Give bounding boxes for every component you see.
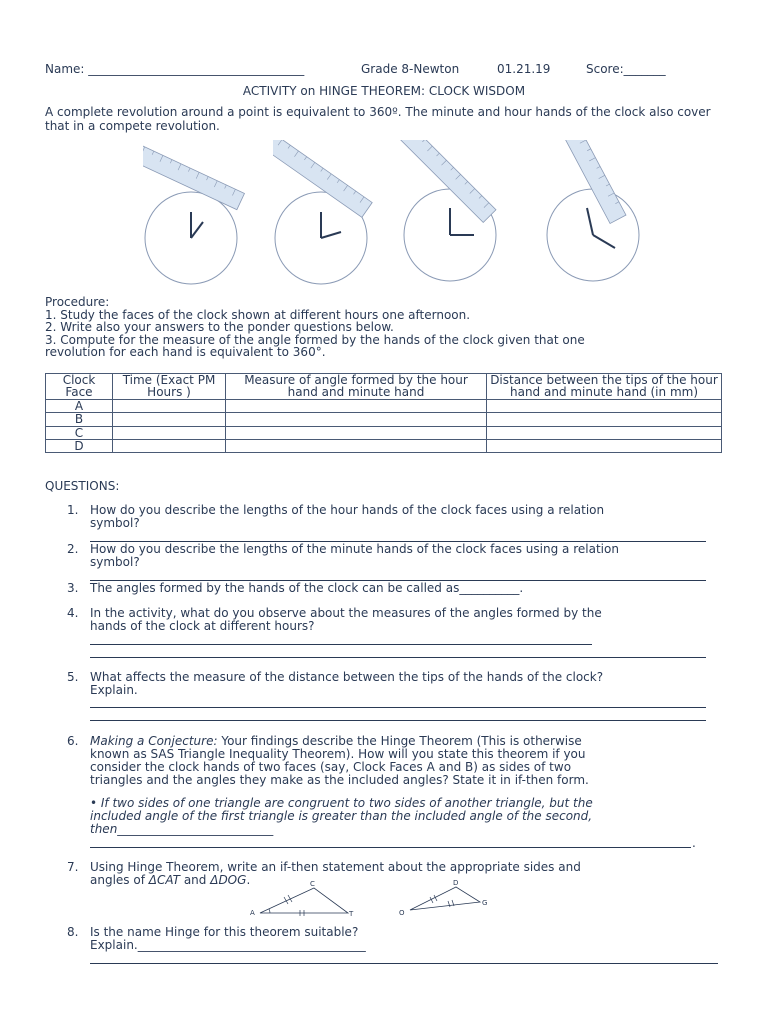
answer-cell[interactable]	[113, 440, 226, 453]
answer-cell[interactable]	[226, 399, 487, 412]
question-number: 6.	[67, 734, 79, 748]
question-number: 1.	[67, 503, 79, 517]
question-number: 4.	[67, 606, 79, 620]
triangle-dog-label: ΔDOG	[210, 873, 247, 887]
vertex-g-label: G	[482, 899, 488, 907]
answer-table	[45, 373, 722, 453]
question-text: How do you describe the lengths of the hour hands of the clock faces using a relation	[90, 503, 605, 517]
vertex-o-label: O	[399, 909, 405, 917]
question-text: What affects the measure of the distance between the tips of the hands of the clock?	[90, 670, 604, 684]
answer-cell[interactable]	[226, 440, 487, 453]
question-text: Explain.	[90, 683, 138, 697]
conjecture-text: included angle of the first triangle is greater than the included angle of the second,	[90, 809, 593, 823]
name-field[interactable]: Name: ____________________________________	[45, 62, 305, 76]
answer-cell[interactable]	[113, 399, 226, 412]
col-header-clock-face: Clock Face	[46, 374, 113, 400]
page-title: ACTIVITY on HINGE THEOREM: CLOCK WISDOM	[242, 84, 526, 98]
col-header-angle: Measure of angle formed by the hour hand and minute hand	[226, 374, 487, 400]
clock-face-d-illustration	[535, 140, 655, 290]
question-text: known as SAS Triangle Inequality Theorem). How will you state this theorem if you	[90, 747, 586, 761]
question-text: consider the clock hands of two faces (say, Clock Faces A and B) as sides of two	[90, 760, 572, 774]
triangle-cat-figure	[248, 880, 360, 920]
table-header-row	[46, 374, 722, 400]
answer-cell[interactable]	[113, 426, 226, 439]
conjecture-blank[interactable]: then__________________________	[90, 822, 274, 836]
conjecture-text: • If two sides of one triangle are congruent to two sides of another triangle, but the	[90, 796, 593, 810]
answer-cell[interactable]	[226, 413, 487, 426]
answer-cell[interactable]	[487, 426, 722, 439]
question-number: 2.	[67, 542, 79, 556]
score-field[interactable]: Score:_______	[586, 62, 666, 76]
question-text: In the activity, what do you observe about the measures of the angles formed by the	[90, 606, 602, 620]
answer-line[interactable]	[90, 847, 691, 848]
conjecture-end: .	[692, 836, 696, 850]
row-label: B	[46, 413, 113, 426]
answer-line[interactable]	[90, 657, 706, 658]
clock-face-b-illustration	[273, 140, 393, 290]
question-text: and	[180, 873, 211, 887]
answer-cell[interactable]	[487, 440, 722, 453]
vertex-a-label: A	[250, 909, 255, 917]
question-text: symbol?	[90, 516, 140, 530]
procedure-step: 3. Compute for the measure of the angle formed by the hands of the clock given that one	[45, 332, 585, 347]
procedure-step: 2. Write also your answers to the ponder questions below.	[45, 320, 394, 335]
questions-heading: QUESTIONS:	[45, 479, 120, 493]
question-text: angles of	[90, 873, 149, 887]
triangle-cat-label: ΔCAT	[148, 873, 181, 887]
table-row	[46, 399, 722, 412]
procedure-step: revolution for each hand is equivalent to 360°.	[45, 345, 326, 360]
question-text: Using Hinge Theorem, write an if-then statement about the appropriate sides and	[90, 860, 581, 874]
question-text: Is the name Hinge for this theorem suitable?	[90, 925, 359, 939]
question-number: 8.	[67, 925, 79, 939]
procedure-section	[45, 296, 735, 359]
question-text[interactable]: Explain.______________________________________	[90, 938, 366, 952]
question-number: 5.	[67, 670, 79, 684]
answer-line[interactable]	[90, 644, 592, 645]
clock-face-c-illustration	[400, 140, 520, 290]
vertex-d-label: D	[453, 879, 459, 887]
table-row	[46, 426, 722, 439]
clock-illustrations	[45, 140, 725, 290]
question-text: symbol?	[90, 555, 140, 569]
row-label: A	[46, 399, 113, 412]
table-row	[46, 440, 722, 453]
table-row	[46, 413, 722, 426]
date-label: 01.21.19	[497, 62, 551, 76]
question-text: Your findings describe the Hinge Theorem (This is otherwise	[217, 734, 582, 748]
answer-cell[interactable]	[487, 399, 722, 412]
question-text: The angles formed by the hands of the clock can be called as__________.	[90, 581, 524, 595]
col-header-time: Time (Exact PM Hours )	[113, 374, 226, 400]
row-label: C	[46, 426, 113, 439]
triangle-dog-figure	[396, 878, 496, 918]
vertex-t-label: T	[349, 910, 354, 918]
answer-line[interactable]	[90, 707, 706, 708]
conjecture-lead: Making a Conjecture:	[90, 734, 218, 748]
question-number: 3.	[67, 581, 79, 595]
row-label: D	[46, 440, 113, 453]
answer-line[interactable]	[90, 963, 718, 964]
question-text: How do you describe the lengths of the minute hands of the clock faces using a relation	[90, 542, 619, 556]
procedure-step: 1. Study the faces of the clock shown at different hours one afternoon.	[45, 307, 471, 322]
clock-face-a-illustration	[143, 140, 263, 290]
question-text: hands of the clock at different hours?	[90, 619, 315, 633]
grade-label: Grade 8-Newton	[361, 62, 460, 76]
question-number: 7.	[67, 860, 79, 874]
question-text: triangles and the angles they make as the included angles? State it in if-then form.	[90, 773, 589, 787]
vertex-c-label: C	[310, 880, 315, 888]
answer-line[interactable]	[90, 720, 706, 721]
answer-cell[interactable]	[226, 426, 487, 439]
header-row	[45, 62, 735, 78]
question-text: .	[246, 873, 251, 887]
answer-cell[interactable]	[487, 413, 722, 426]
col-header-distance: Distance between the tips of the hour hand and minute hand (in mm)	[487, 374, 722, 400]
answer-cell[interactable]	[113, 413, 226, 426]
intro-text: A complete revolution around a point is equivalent to 360º. The minute and hour hands of the clock also cover that in a compete revolution.	[45, 105, 711, 133]
procedure-heading: Procedure:	[45, 295, 110, 309]
